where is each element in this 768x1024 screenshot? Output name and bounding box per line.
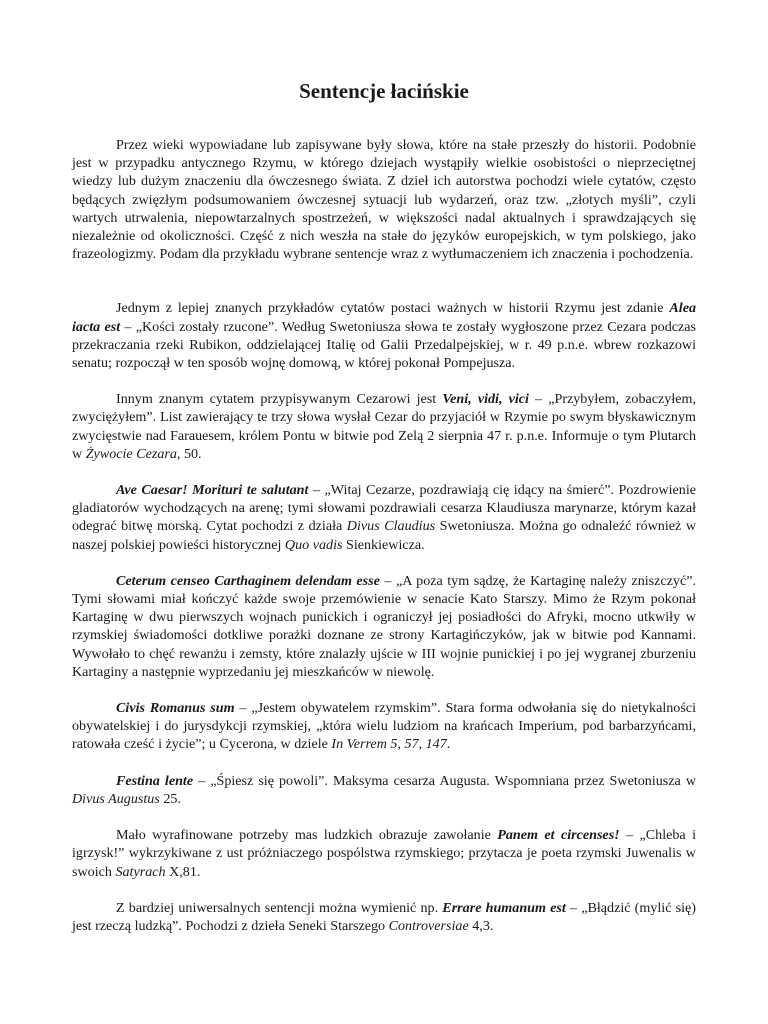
paragraph-alea-iacta-est bbox=[72, 299, 696, 372]
latin-phrase: Civis Romanus sum bbox=[116, 700, 235, 717]
text: – „Chleba i igrzysk!” wykrzykiwane z ust próżniaczego pospólstwa rzymskiego; przytacza je poeta rzymski Juwenalis w swoich bbox=[72, 827, 696, 880]
latin-phrase: Veni, vidi, vici bbox=[442, 391, 529, 408]
text: – „Przybyłem, zobaczyłem, zwyciężyłem”. List zawierający te trzy słowa wysłał Cezar do przyjaciół w Rzymie po swym błyskawicznym zwycięstwie nad Farauesem, królem Pontu w bitwie pod Zelą 2 sierpnia 47 r. p.n.e. Informuje o tym Plutarch w bbox=[72, 391, 696, 462]
work-title: In Verrem 5, 57, 147 bbox=[331, 736, 447, 753]
text: – „A poza tym sądzę, że Kartaginę należy zniszczyć”. Tymi słowami miał kończyć każde swoje przemówienie w senacie Kato Starszy. Mimo że Rzym pokonał Kartaginę w dwu pierwszych wojnach punickich i ograniczył jej posiadłości do Afryki, mocno utkwiły w rzymskiej świadomości dotkliwe porażki doznane ze strony Kartagińczyków, jak w bitwie pod Kannami. Wywołało to chęć rewanżu i zemsty, które znalazły ujście w III wojnie punickiej i po jej wygranej zburzeniu Kartaginy a następnie wyprzedaniu jej mieszkańców w niewolę. bbox=[72, 572, 696, 680]
text: 50. bbox=[180, 445, 202, 462]
paragraph-civis-romanus-sum bbox=[72, 699, 696, 754]
latin-phrase: Festina lente bbox=[116, 772, 194, 789]
text: – „Śpiesz się powoli”. Maksyma cesarza Augusta. Wspomniana przez Swetoniusza w bbox=[193, 772, 697, 789]
intro-text: Przez wieki wypowiadane lub zapisywane były słowa, które na stałe przeszły do historii. Podobnie jest w przypadku antycznego Rzymu, w którego dziejach wystąpiły wielkie osobistości o nieprzeciętnej wiedzy lub dużym znaczeniu dla ówczesnego świata. Z dzieł ich autorstwa pochodzi wiele cytatów, często będących zwięzłym podsumowaniem ówczesnej sytuacji lub wydarzeń, oraz tzw. „złotych myśli”, czyli wartych utrwalenia, niepowtarzalnych spostrzeżeń, w większości nadal aktualnych i sprawdzających się niezależnie od okoliczności. Część z nich weszła na stałe do języków europejskich, w tym polskiego, jako frazeologizmy. Podam dla przykładu wybrane sentencje wraz z wytłumaczeniem ich znaczenia i pochodzenia. bbox=[72, 137, 696, 263]
work-title: Divus Claudius bbox=[346, 518, 436, 535]
intro-paragraph bbox=[72, 136, 696, 263]
work-title: Divus Augustus bbox=[72, 790, 160, 807]
work-title: Żywocie Cezara, bbox=[85, 445, 181, 462]
latin-phrase: Alea iacta est bbox=[72, 300, 696, 335]
text: X,81. bbox=[165, 863, 201, 880]
paragraph-ave-caesar bbox=[72, 481, 696, 554]
paragraph-veni-vidi-vici bbox=[72, 390, 696, 463]
text: Swetoniusza. Można go odnaleźć również w naszej polskiej powieści historycznej bbox=[72, 518, 696, 553]
document-title: Sentencje łacińskie bbox=[299, 79, 469, 103]
text: – „Błądzić (mylić się) jest rzeczą ludzką”. Pochodzi z dzieła Seneki Starszego bbox=[72, 899, 696, 934]
text: 25. bbox=[159, 790, 181, 807]
work-title: Quo vadis bbox=[284, 536, 343, 553]
latin-phrase: Ceterum censeo Carthaginem delendam esse bbox=[116, 572, 380, 589]
latin-phrase: Errare humanum est bbox=[442, 899, 566, 916]
paragraph-ceterum-censeo bbox=[72, 572, 696, 681]
text: . bbox=[446, 736, 451, 753]
text: Z bardziej uniwersalnych sentencji można wymienić np. bbox=[116, 899, 443, 916]
work-title: Satyrach bbox=[115, 863, 166, 880]
latin-phrase: Panem et circenses! bbox=[497, 827, 620, 844]
text: – „Kości zostały rzucone”. Według Swetoniusza słowa te zostały wygłoszone przez Cezara podczas przekraczania rzeki Rubikon, oddzielającej Italię od Galii Przedalpejskiej, w r. 49 p.n.e. wbrew rozkazowi senatu; rozpoczął w ten sposób wojnę domową, w której pokonał Pompejusza. bbox=[72, 318, 696, 372]
paragraph-panem-et-circenses bbox=[72, 826, 696, 881]
text: Jednym z lepiej znanych przykładów cytatów postaci ważnych w historii Rzymu jest zdanie bbox=[116, 300, 670, 317]
work-title: Controversiae bbox=[388, 917, 469, 934]
paragraph-festina-lente bbox=[72, 772, 696, 808]
text: Sienkiewicza. bbox=[342, 536, 425, 553]
text: 4,3. bbox=[468, 917, 494, 934]
text: Innym znanym cytatem przypisywanym Cezarowi jest bbox=[116, 391, 443, 408]
text: Mało wyrafinowane potrzeby mas ludzkich obrazuje zawołanie bbox=[116, 827, 498, 844]
text: – „Witaj Cezarze, pozdrawiają cię idący na śmierć”. Pozdrowienie gladiatorów wychodzących na arenę; tymi słowami pozdrawiali cesarza Klaudiusza marynarze, którym kazał odegrać bitwę morską. Cytat pochodzi z działa bbox=[72, 482, 696, 535]
text: – „Jestem obywatelem rzymskim”. Stara forma odwołania się do nietykalności obywatelskiej i do jurysdykcji rzymskiej, „która wielu ludziom na krańcach Imperium, pod barbarzyńcami, ratowała cześć i życie”; u Cycerona, w dziele bbox=[72, 700, 696, 753]
paragraph-errare-humanum-est bbox=[72, 899, 696, 935]
latin-phrase: Ave Caesar! Morituri te salutant bbox=[116, 482, 309, 499]
